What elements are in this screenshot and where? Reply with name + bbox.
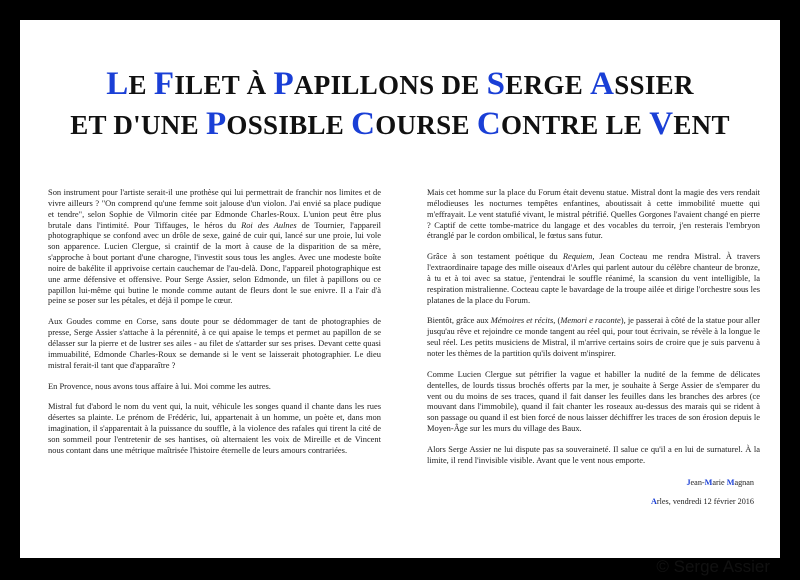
text-run: Mistral fut d'abord le nom du vent qui, la nuit, véhicule les songes quand il chante dans les rues désertes sa plainte. Le prénom de Frédéric, lui, appartenait à un homme, un poète et, dans mon imagination, il s'apparentait à la puissance du souffle, à la violence des rafales qui tirent la cité de son sommeil pour l'entretenir de ses hantises, où alternaient les voix de Mireille et de Vincent nous contant dans une métrique maîtrisée l'histoire éternelle de leurs amours contrariées.	[48, 401, 381, 455]
text-run: Grâce à son testament poétique du	[427, 251, 563, 262]
italic-title: Memori e raconte	[560, 315, 621, 326]
paragraph	[48, 316, 381, 370]
title-segment: POSSIBLE	[205, 106, 352, 142]
title-line-1	[20, 66, 780, 103]
italic-title: Roi des Aulnes	[241, 219, 297, 230]
title-segment: VENT	[649, 106, 730, 142]
text-run: , Jean Cocteau me rendra Mistral. À travers l'extraordinaire tapage des mille oiseaux d'Arles qui parlent autour du célèbre chanteur de bronze, à tu et à toi avec sa statue, j'entendrai le souffle réanimé, la scansion du vent intelligible, la respiration mistralienne. Cocteau capte le bavardage de la troupe ailée et dirige l'orchestre sous les platanes de la place du Forum.	[427, 251, 760, 305]
italic-title: Mémoires et récits	[490, 315, 554, 326]
text-run: Aux Goudes comme en Corse, sans doute pour se dédommager de tant de photographies de presse, Serge Assier s'attache à la pérennité, à ce qui apaise le temps et permet au papillon de se délasser sur la pierre et de lustrer ses ailes - au filet de s'attarder sur ses prises. Devant cette quasi immuabilité, Edmonde Charles-Roux se demande si le vent se laisserait photographier. Le dieu mistral ferait-il tant que d'apparaître ?	[48, 316, 381, 370]
text-run: Mais cet homme sur la place du Forum était devenu statue. Mistral dont la magie des vers rendait mélodieuses les nocturnes tempêtes enfantines, aboutissait à cette immobilité muette qui m'effrayait. Le vent statufié vivant, le mistral pétrifié. Quelles Gorgones l'avaient changé en pierre ? Captif de cette tombe-matrice du langage et des vocables du terroir, j'en resterais l'embryon étranglé par le cordon ombilical, le fœtus sans futur.	[427, 187, 760, 241]
paragraph	[48, 381, 381, 392]
right-paragraphs	[427, 187, 760, 466]
title-segment: COURSE	[351, 106, 477, 142]
copyright-notice: © Serge Assier	[656, 557, 770, 576]
title-segment: CONTRE LE	[476, 106, 650, 142]
right-text-column	[427, 187, 760, 508]
paragraph	[427, 187, 760, 241]
paragraph	[427, 251, 760, 305]
title-segment: FILET À	[153, 66, 274, 102]
text-run: En Provence, nous avons tous affaire à lui. Moi comme les autres.	[48, 380, 271, 391]
signature-author: Jean-Marie Magnan	[686, 477, 754, 487]
text-run: , (	[553, 315, 561, 326]
title-segment: ASSIER	[590, 66, 694, 102]
title-segment: SERGE	[486, 66, 591, 102]
title-segment: PAPILLONS DE	[273, 66, 487, 102]
paragraph	[48, 401, 381, 455]
paragraph	[427, 369, 760, 434]
text-run: ), je passerai à côté de la statue pour aller jusqu'au rêve et rejoindre ce monde tangent au réel qui, pour tout écrivain, se révèle à la longue le seul réel. Les petits musiciens de Mistral, il m'arrive certains soirs de croire que je suis parvenu à noter les thèmes de la partition qu'ils doivent m'inspirer.	[427, 315, 761, 358]
title-line-2	[20, 106, 780, 143]
text-run: Bientôt, grâce aux	[427, 315, 491, 326]
signature-place-date: Arles, vendredi 12 février 2016	[650, 496, 754, 506]
text-run: Alors Serge Assier ne lui dispute pas sa souveraineté. Il salue ce qu'il a en lui de surnaturel. À la limite, il rend l'invisible visible. Avant que le vent nous emporte.	[427, 443, 760, 465]
title-segment: ET D'UNE	[70, 110, 206, 140]
italic-title: Requiem	[562, 251, 593, 262]
title-segment: LE	[106, 66, 154, 102]
paragraph	[48, 187, 381, 306]
text-run: de Tournier, l'appareil photographique se confond avec un drôle de sexe, gainé de cuir qui, lancé sur une proie, lui vole son apparence. Lucien Clergue, si craintif de la mort à cause de la disparition de sa mère, s'approche à bout portant d'une charogne, l'investit sous tous les angles. Avec une modeste boîte noire de bakélite il apprivoise certain cauchemar de l'au-delà. Donc, l'appareil photographique est une arme défensive et offensive. Pour Serge Assier, selon Edmonde, un filet à papillons ou ce papillon lui-même qui butine le monde comme autant de fleurs dont le sue enivre. Il a l'air d'à peine se poser sur les pétales, et déjà il pompe le cœur.	[48, 219, 381, 306]
paragraph	[427, 444, 760, 466]
left-text-column	[48, 187, 381, 466]
article-page	[20, 20, 780, 558]
text-run: Comme Lucien Clergue sut pétrifier la vague et habiller la nudité de la femme de délicates dentelles, de lourds tissus brochés offerts par la mer, je souhaite à Serge Assier de s'emparer du vent ou du moins de ses traces, quand il fait danser les feuilles dans les branches des arbres (ce mouvant dans l'immobile), quand il fait chanter les roseaux au-dessus des marais qui se rident à son passage ou quand il est bien forcé de nous laisser déchiffrer les traces de son érosion depuis le Moyen-Âge sur les murs du village des Baux.	[427, 368, 760, 434]
text-run: Son instrument pour l'artiste serait-il une prothèse qui lui permettrait de franchir nos limites et de vivre ailleurs ? "On comprend qu'une femme soit jalouse d'un violon. J'ai envié sa place pudique et tendre", selon Sophie de Vilmorin citée par Edmonde Charles-Roux. L'union peut être plus brutale dans l'intimité. Pour Tiffauges, le héros du	[48, 187, 381, 230]
paragraph	[427, 315, 760, 358]
